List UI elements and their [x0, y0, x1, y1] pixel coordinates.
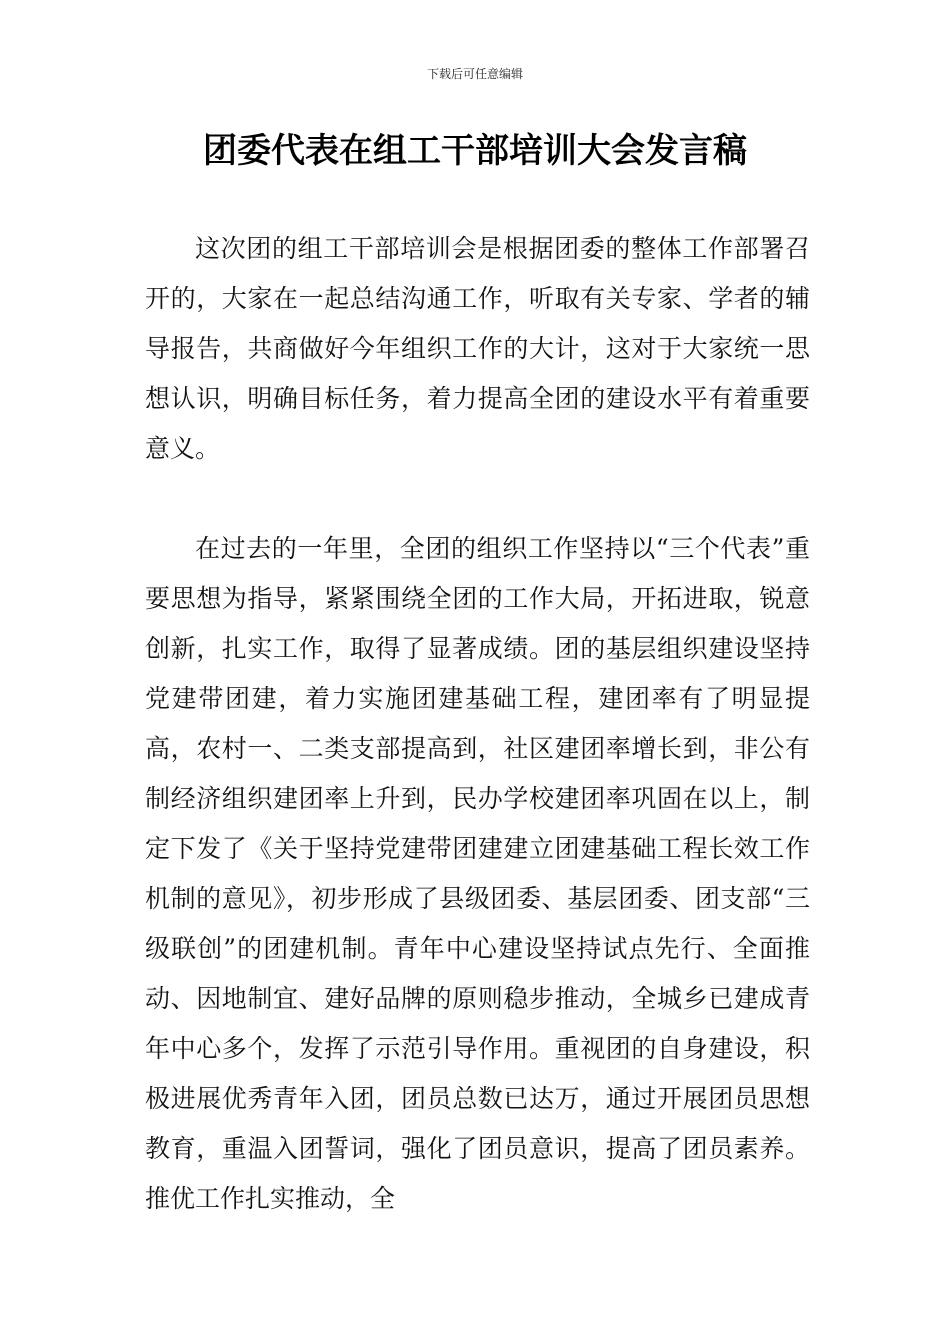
body-paragraph-1: 这次团的组工干部培训会是根据团委的整体工作部署召开的，大家在一起总结沟通工作，听取有关专家、学者的辅导报告，共商做好今年组织工作的大计，这对于大家统一思想认识，明确目标任务，着力提高全团的建设水平有着重要意义。: [145, 234, 810, 463]
page-header-note: 下载后可任意编辑: [426, 67, 523, 81]
body-paragraph-2: 在过去的一年里，全团的组织工作坚持以“三个代表”重要思想为指导，紧紧围绕全团的工作大局，开拓进取，锐意创新，扎实工作，取得了显著成绩。团的基层组织建设坚持党建带团建，着力实施团建基础工程，建团率有了明显提高，农村一、二类支部提高到，社区建团率增长到，非公有制经济组织建团率上升到，民办学校建团率巩固在以上，制定下发了《关于坚持党建带团建建立团建基础工程长效工作机制的意见》，初步形成了县级团委、基层团委、团支部“三级联创”的团建机制。青年中心建设坚持试点先行、全面推动、因地制宜、建好品牌的原则稳步推动，全城乡已建成青年中心多个，发挥了示范引导作用。重视团的自身建设，积极进展优秀青年入团，团员总数已达万，通过开展团员思想教育，重温入团誓词，强化了团员意识，提高了团员素养。推优工作扎实推动，全: [145, 534, 810, 1213]
document-title: 团委代表在组工干部培训大会发言稿: [203, 131, 747, 171]
